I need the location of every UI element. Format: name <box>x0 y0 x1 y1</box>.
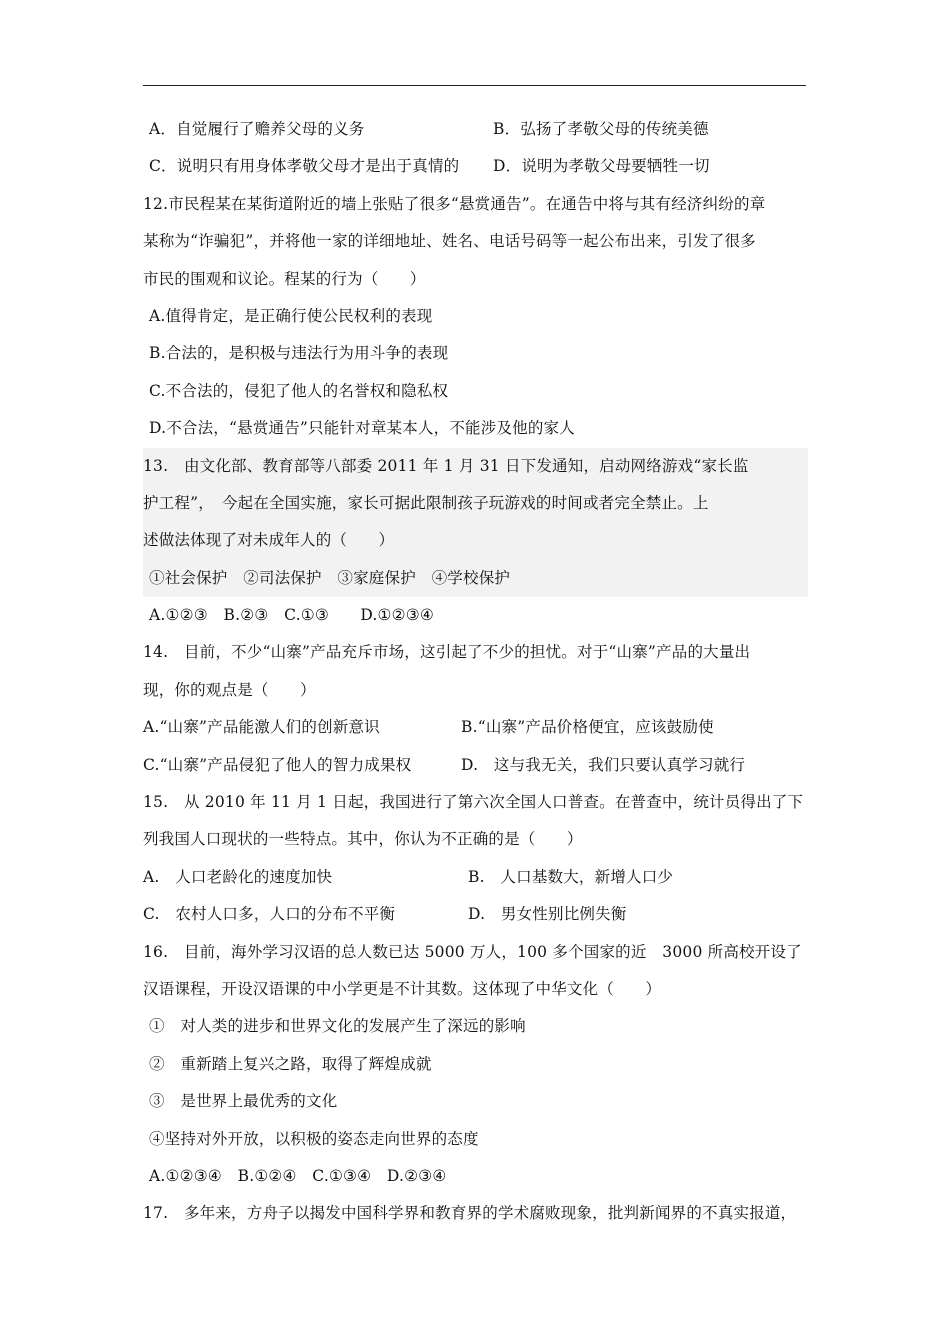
q16-item-3: ③ 是世界上最优秀的文化 <box>149 1092 338 1111</box>
q11-option-a: A．自觉履行了赡养父母的义务 <box>149 120 365 138</box>
q12-stem-line-1: 12.市民程某在某街道附近的墙上张贴了很多“悬赏通告”。在通告中将与其有经济纠纷的章 <box>143 194 766 213</box>
q15-stem-line-2: 列我国人口现状的一些特点。其中，你认为不正确的是（ ） <box>143 830 583 849</box>
q13-options: A.①②③ B.②③ C.①③ D.①②③④ <box>149 606 434 625</box>
q13-stem-line-3: 述做法体现了对未成年人的（ ） <box>143 522 808 559</box>
q15-option-d: D. 男女性别比例失衡 <box>468 905 627 924</box>
q17-stem-line-1: 17. 多年来，方舟子以揭发中国科学界和教育界的学术腐败现象，批判新闻界的不真实报道， <box>143 1204 797 1223</box>
q11-option-b: B．弘扬了孝敬父母的传统美德 <box>493 120 709 138</box>
q16-item-4: ④坚持对外开放，以积极的姿态走向世界的态度 <box>149 1129 479 1148</box>
q12-stem-line-3: 市民的围观和议论。程某的行为（ ） <box>143 269 426 288</box>
q15-option-b: B. 人口基数大，新增人口少 <box>468 867 674 886</box>
q11-options-row-1 <box>143 111 808 148</box>
q15-options-row-2 <box>143 896 808 933</box>
q16-options: A.①②③④ B.①②④ C.①③④ D.②③④ <box>149 1166 447 1185</box>
q11-options-row-2 <box>143 148 808 185</box>
q14-options-row-1 <box>143 709 808 746</box>
q14-option-d: D. 这与我无关，我们只要认真学习就行 <box>461 755 746 774</box>
exam-page <box>143 111 808 1233</box>
q16-item-1: ① 对人类的进步和世界文化的发展产生了深远的影响 <box>149 1017 526 1036</box>
q13-stem-line-1: 13. 由文化部、教育部等八部委 2011 年 1 月 31 日下发通知，启动网络游戏“家长监 <box>143 448 808 485</box>
q12-option-c: C.不合法的，侵犯了他人的名誉权和隐私权 <box>149 381 449 400</box>
q12-option-a: A.值得肯定，是正确行使公民权利的表现 <box>149 306 433 325</box>
q14-option-b: B.“山寨”产品价格便宜，应该鼓励使 <box>461 718 714 737</box>
header-rule <box>143 85 806 86</box>
q13-items: ①社会保护 ②司法保护 ③家庭保护 ④学校保护 <box>143 560 808 597</box>
q14-option-c: C.“山寨”产品侵犯了他人的智力成果权 <box>143 755 412 774</box>
q14-options-row-2 <box>143 747 808 784</box>
q14-option-a: A.“山寨”产品能激人们的创新意识 <box>143 718 380 737</box>
q11-option-c: C．说明只有用身体孝敬父母才是出于真情的 <box>149 157 460 176</box>
q15-stem-line-1: 15. 从 2010 年 11 月 1 日起，我国进行了第六次全国人口普查。在普查中，统计员得出了下 <box>143 793 804 812</box>
q14-stem-line-1: 14. 目前，不少“山寨”产品充斥市场，这引起了不少的担忧。对于“山寨”产品的大量出 <box>143 643 751 662</box>
q13-stem-line-2: 护工程”， 今起在全国实施，家长可据此限制孩子玩游戏的时间或者完全禁止。上 <box>143 485 808 522</box>
q12-option-d: D.不合法，“悬赏通告”只能针对章某本人，不能涉及他的家人 <box>149 419 575 438</box>
q16-stem-line-1: 16. 目前，海外学习汉语的总人数已达 5000 万人，100 多个国家的近 3000 所高校开设了 <box>143 942 802 961</box>
q14-stem-line-2: 现，你的观点是（ ） <box>143 680 316 699</box>
q15-option-a: A. 人口老龄化的速度加快 <box>143 867 333 886</box>
q11-option-d: D．说明为孝敬父母要牺牲一切 <box>493 157 710 176</box>
q12-stem-line-2: 某称为“诈骗犯”，并将他一家的详细地址、姓名、电话号码等一起公布出来，引发了很多 <box>143 232 756 251</box>
q15-option-c: C. 农村人口多，人口的分布不平衡 <box>143 905 396 924</box>
q16-item-2: ② 重新踏上复兴之路，取得了辉煌成就 <box>149 1054 432 1073</box>
q12-option-b: B.合法的，是积极与违法行为用斗争的表现 <box>149 344 449 363</box>
q15-options-row-1 <box>143 859 808 896</box>
q16-stem-line-2: 汉语课程，开设汉语课的中小学更是不计其数。这体现了中华文化（ ） <box>143 979 662 998</box>
